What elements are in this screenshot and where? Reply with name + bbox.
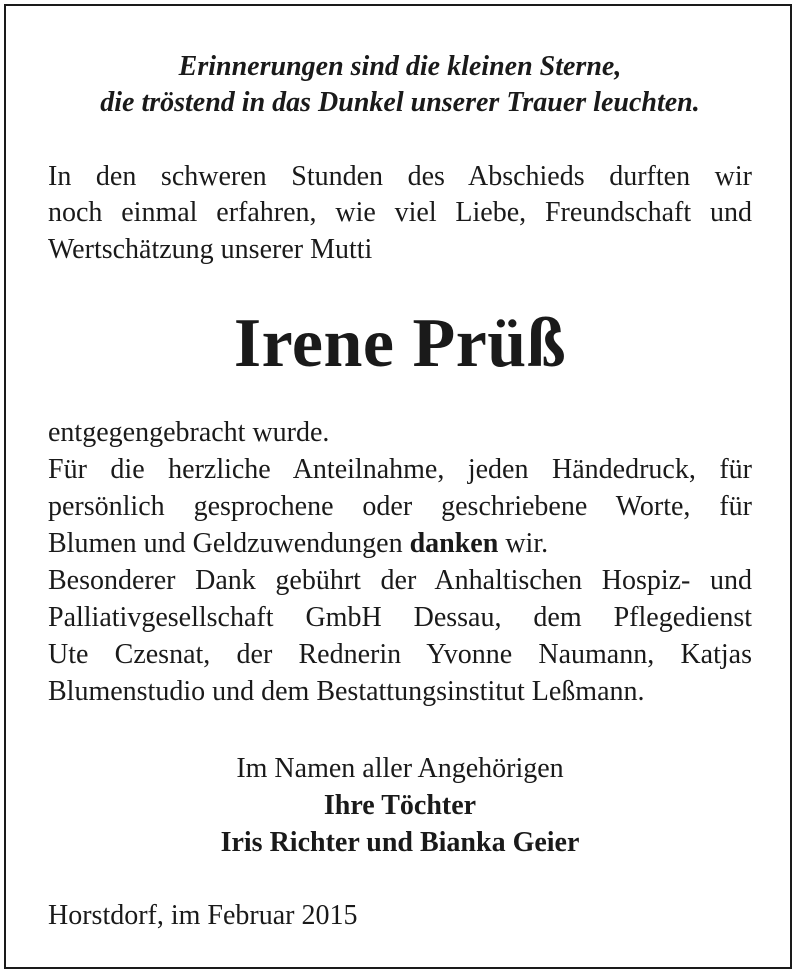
- thanks-line-5: Besonderer Dank gebührt der Anhaltischen Hospiz- und: [48, 565, 752, 596]
- deceased-name: Irene Prüß: [233, 305, 567, 382]
- thanks-line-6: Palliativgesellschaft GmbH Dessau, dem Pflegedienst: [48, 602, 752, 633]
- place-date: Horstdorf, im Februar 2015: [48, 900, 358, 931]
- quote-line-1: Erinnerungen sind die kleinen Sterne,: [178, 51, 622, 82]
- signature-line-1: Im Namen aller Angehörigen: [236, 753, 564, 784]
- thanks-bold-word: danken: [409, 528, 499, 559]
- thanks-line-2: Für die herzliche Anteilnahme, jeden Händedruck, für: [48, 454, 752, 485]
- thanks-line-8: Blumenstudio und dem Bestattungsinstitut Leßmann.: [48, 676, 645, 707]
- signature-daughters: Ihre Töchter: [323, 790, 477, 821]
- thanks-line-7: Ute Czesnat, der Rednerin Yvonne Naumann, Katjas: [48, 639, 752, 670]
- intro-line-3: Wertschätzung unserer Mutti: [48, 234, 373, 265]
- thanks-line-4: [48, 527, 752, 561]
- thanks-line-4-end: wir.: [498, 528, 549, 559]
- quote-line-2: die tröstend in das Dunkel unserer Trauer leuchten.: [100, 87, 700, 118]
- intro-line-2: noch einmal erfahren, wie viel Liebe, Freundschaft und: [48, 197, 752, 228]
- thanks-line-1: entgegengebracht wurde.: [48, 417, 330, 448]
- intro-line-1: In den schweren Stunden des Abschieds durften wir: [48, 161, 752, 192]
- signature-names: Iris Richter und Bianka Geier: [220, 827, 580, 858]
- thanks-line-3: persönlich gesprochene oder geschriebene Worte, für: [48, 491, 752, 522]
- thanks-line-4-start: Blumen und Geldzuwendungen: [48, 528, 410, 559]
